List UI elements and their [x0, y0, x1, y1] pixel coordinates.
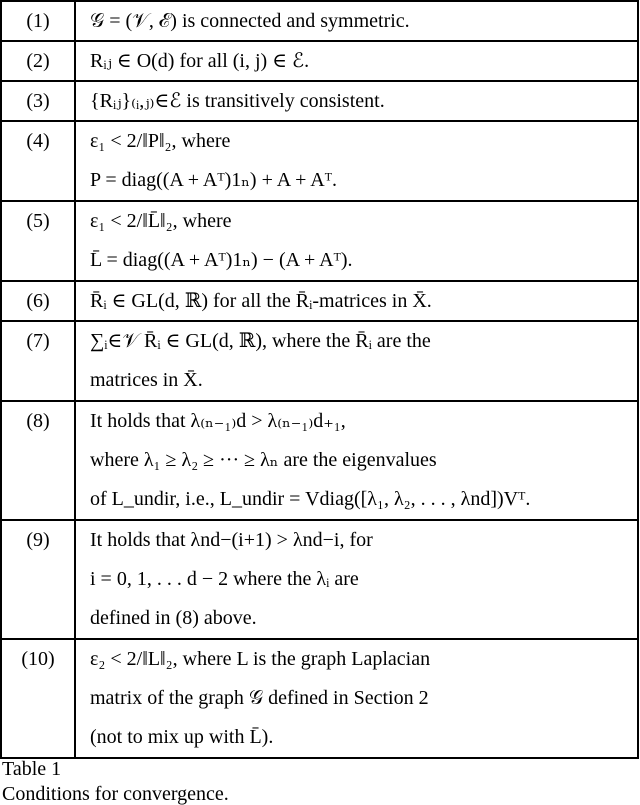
table-row: [1, 81, 638, 121]
condition-line: where λ₁ ≥ λ₂ ≥ ··· ≥ λₙ are the eigenvalues: [90, 449, 437, 471]
condition-line: i = 0, 1, . . . d − 2 where the λᵢ are: [90, 568, 359, 590]
table-caption-text: Conditions for convergence.: [2, 783, 229, 805]
condition-number: (1): [1, 1, 75, 41]
table-row: [1, 520, 638, 639]
condition-line: P = diag((A + Aᵀ)1ₙ) + A + Aᵀ.: [90, 169, 337, 191]
condition-number: (10): [1, 639, 75, 758]
condition-line: ε₁ < 2/‖L̄‖₂, where: [90, 210, 232, 232]
condition-line: L̄ = diag((A + Aᵀ)1ₙ) − (A + Aᵀ).: [90, 249, 353, 271]
table-row: [1, 201, 638, 281]
condition-text: [75, 639, 638, 758]
condition-number: (3): [1, 81, 75, 121]
condition-number: (6): [1, 281, 75, 321]
condition-text: [75, 201, 638, 281]
condition-number: (4): [1, 121, 75, 201]
condition-line: ∑ᵢ∈𝒱 R̄ᵢ ∈ GL(d, ℝ), where the R̄ᵢ are the: [90, 330, 431, 352]
condition-text: [75, 321, 638, 401]
condition-line: of L_undir, i.e., L_undir = Vdiag([λ₁, λ₂, . . . , λnd])Vᵀ.: [90, 488, 531, 510]
table-row: [1, 1, 638, 41]
condition-number: (2): [1, 41, 75, 81]
table-row: [1, 321, 638, 401]
condition-line: ε₁ < 2/‖P‖₂, where: [90, 130, 231, 152]
condition-line: It holds that λ₍ₙ₋₁₎d > λ₍ₙ₋₁₎d₊₁,: [90, 410, 346, 432]
condition-line: matrices in X̄.: [90, 369, 203, 391]
condition-text: [75, 520, 638, 639]
condition-text: [75, 41, 638, 81]
condition-line: Rᵢⱼ ∈ O(d) for all (i, j) ∈ ℰ.: [90, 50, 310, 72]
condition-text: [75, 121, 638, 201]
condition-text: [75, 1, 638, 41]
table-row: [1, 401, 638, 520]
condition-line: ε₂ < 2/‖L‖₂, where L is the graph Laplacian: [90, 648, 431, 670]
table-row: [1, 281, 638, 321]
condition-text: [75, 281, 638, 321]
condition-number: (7): [1, 321, 75, 401]
condition-line: It holds that λnd−(i+1) > λnd−i, for: [90, 529, 373, 551]
table-row: [1, 41, 638, 81]
table-row: [1, 639, 638, 758]
condition-number: (9): [1, 520, 75, 639]
condition-line: R̄ᵢ ∈ GL(d, ℝ) for all the R̄ᵢ-matrices in X̄.: [90, 290, 432, 312]
condition-number: (5): [1, 201, 75, 281]
condition-text: [75, 401, 638, 520]
condition-number: (8): [1, 401, 75, 520]
condition-line: (not to mix up with L̄).: [90, 726, 274, 748]
condition-line: defined in (8) above.: [90, 607, 257, 629]
condition-text: [75, 81, 638, 121]
condition-line: matrix of the graph 𝒢 defined in Section 2: [90, 687, 429, 709]
table-caption-label: Table 1: [2, 758, 62, 780]
condition-line: 𝒢 = (𝒱, ℰ) is connected and symmetric.: [90, 10, 410, 32]
condition-line: {Rᵢⱼ}₍ᵢ,ⱼ₎∈ℰ is transitively consistent.: [90, 90, 385, 112]
table-row: [1, 121, 638, 201]
